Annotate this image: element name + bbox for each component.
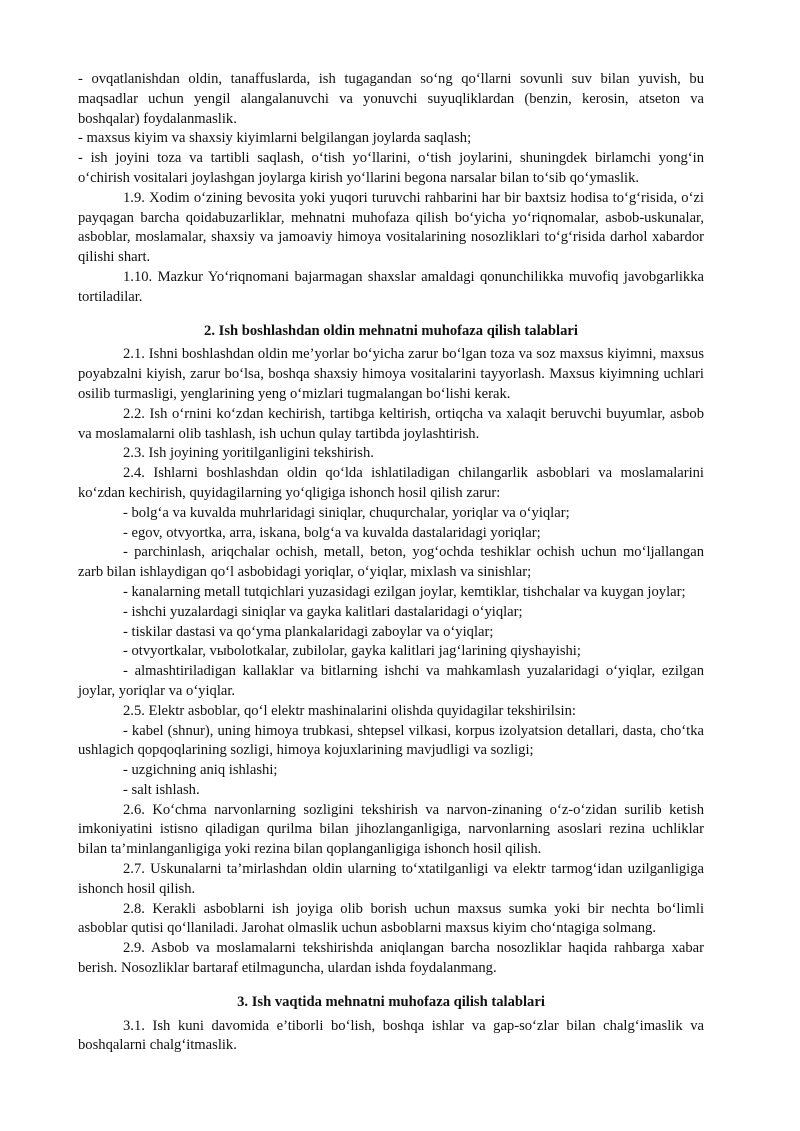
section-2-heading: 2. Ish boshlashdan oldin mehnatni muhofaza qilish talablari [204, 322, 578, 339]
list-item-wrench-defects: - ishchi yuzalardagi siniqlar va gayka kalitlari dastalaridagi o‘yiqlar; [123, 603, 523, 620]
paragraph-intro-3: - ish joyini toza va tartibli saqlash, o‘tish yo‘llarini, o‘tish joylarini, shuningdek birlamchi yong‘in o‘chirish vositalari joylashgan joylarga kirish yo‘llarini begona narsalar bilan to‘sib qo‘ymaslik. [78, 150, 704, 186]
paragraph-intro-1: - ovqatlanishdan oldin, tanaffuslarda, ish tugagandan so‘ng qo‘llarni sovunli suv bilan yuvish, bu maqsadlar uchun yengil alangalanuvchi va yonuvchi suyuqliklardan (benzin, kerosin, atseton va boshqalar) foydalanmaslik. [78, 71, 704, 127]
list-item-metal-handle-defects: - kanalarning metall tutqichlari yuzasidagi ezilgan joylar, kemtiklar, tishchalar va kuygan joylar; [123, 583, 686, 600]
paragraph-3-1: 3.1. Ish kuni davomida e’tiborli bo‘lish, boshqa ishlar va gap-so‘zlar bilan chalg‘imaslik va boshqalarni chalg‘itmaslik. [78, 1017, 704, 1054]
document-page [78, 70, 704, 1056]
paragraph-2-1: 2.1. Ishni boshlashdan oldin me’yorlar bo‘yicha zarur bo‘lgan toza va soz maxsus kiyimni, maxsus poyabzalni kiyish, zarur bo‘lsa, boshqa shaxsiy himoya vositalarini tayyorlash. Maxsus kiyimning uchlari osilib turmasligi, yenglarining yeng o‘mizlari tugmalangan bo‘lishi kerak. [78, 346, 704, 402]
list-item-handle-cracks: - egov, otvyortka, arra, iskana, bolg‘a va kuvalda dastalaridagi yoriqlar; [123, 524, 541, 541]
list-item-impact-tool-cracks: - parchinlash, ariqchalar ochish, metall, beton, yog‘ochda teshiklar ochish uchun mo‘ljallangan zarb bilan ishlaydigan qo‘l asbobidagi yoriqlar, o‘yiqlar, mixlash va sinishlar; [78, 544, 704, 581]
paragraph-intro-2: - maxsus kiyim va shaxsiy kiyimlarni belgilangan joylarda saqlash; [78, 130, 472, 147]
paragraph-2-5: 2.5. Elektr asboblar, qo‘l elektr mashinalarini olishda quyidagilar tekshirilsin: [123, 702, 576, 719]
paragraph-1-10: 1.10. Mazkur Yo‘riqnomani bajarmagan shaxslar amaldagi qonunchilikka muvofiq javobgarlikka tortiladilar. [78, 268, 704, 305]
paragraph-1-9: 1.9. Xodim o‘zining bevosita yoki yuqori turuvchi rahbarini har bir baxtsiz hodisa to‘g‘risida, o‘zi payqagan barcha qoidabuzarliklar, mehnatni muhofaza qilish bo‘yicha yo‘riqnomalar, asbob-uskunalar, asboblar, moslamalar, shaxsiy va jamoaviy himoya vositalarining nosozliklari to‘g‘risida darhol xabardor qilishi shart. [78, 189, 704, 266]
list-item-hammer-cracks: - bolg‘a va kuvalda muhrlaridagi siniqlar, chuqurchalar, yoriqlar va o‘yiqlar; [123, 504, 570, 521]
paragraph-2-6: 2.6. Ko‘chma narvonlarning sozligini tekshirish va narvon-zinaning o‘z-o‘zidan surilib ketish imkoniyatini istisno qiladigan qurilma bilan jihozlanganligiga, narvonlarning asoslari rezina uchliklar bilan ta’minlanganligiga yoki rezina bilan qoplanganligiga ishonch hosil qilish. [78, 801, 704, 858]
list-item-cable-check: - kabel (shnur), uning himoya trubkasi, shtepsel vilkasi, korpus izolyatsion detallari, dasta, cho‘tka ushlagich qopqoqlarining sozligi, himoya kojuxlarining mavjudligi va sozligi; [78, 722, 704, 759]
list-item-vise-defects: - tiskilar dastasi va qo‘yma plankalaridagi zaboylar va o‘yiqlar; [123, 623, 494, 640]
paragraph-2-8: 2.8. Kerakli asboblarni ish joyiga olib borish uchun maxsus sumka yoki bir nechta bo‘limli asboblar qutisi qo‘llaniladi. Jarohat olmaslik uchun asboblarni maxsus kiyim cho‘ntagiga solmang. [78, 900, 704, 937]
paragraph-2-9: 2.9. Asbob va moslamalarni tekshirishda aniqlangan barcha nosozliklar haqida rahbarga xabar berish. Nosozliklar bartaraf etilmaguncha, ulardan ishda foydalanmang. [78, 940, 704, 977]
paragraph-2-4: 2.4. Ishlarni boshlashdan oldin qo‘lda ishlatiladigan chilangarlik asboblari va moslamalarini ko‘zdan kechirish, quyidagilarning yo‘qligiga ishonch hosil qilish zarur: [78, 465, 704, 501]
paragraph-2-7: 2.7. Uskunalarni ta’mirlashdan oldin ularning to‘xtatilganligi va elektr tarmog‘idan uzilganligiga ishonch hosil qilish. [78, 861, 704, 897]
paragraph-2-3: 2.3. Ish joyining yoritilganligini tekshirish. [123, 445, 374, 462]
list-item-bit-defects: - almashtiriladigan kallaklar va bitlarning ishchi va mahkamlash yuzalaridagi o‘yiqlar, ezilgan joylar, yoriqlar va o‘yiqlar. [78, 663, 704, 699]
list-item-switch-check: - uzgichning aniq ishlashi; [123, 762, 278, 779]
list-item-idle-check: - salt ishlash. [123, 781, 200, 798]
section-3-heading: 3. Ish vaqtida mehnatni muhofaza qilish talablari [237, 993, 545, 1010]
paragraph-2-2: 2.2. Ish o‘rnini ko‘zdan kechirish, tartibga keltirish, ortiqcha va xalaqit beruvchi buyumlar, asbob va moslamalarni olib tashlash, ish uchun qulay tartibda joylashtirish. [78, 405, 704, 442]
list-item-jaw-skew: - otvyortkalar, vыbolotkalar, zubilolar, gayka kalitlari jag‘larining qiyshayishi; [123, 643, 581, 660]
